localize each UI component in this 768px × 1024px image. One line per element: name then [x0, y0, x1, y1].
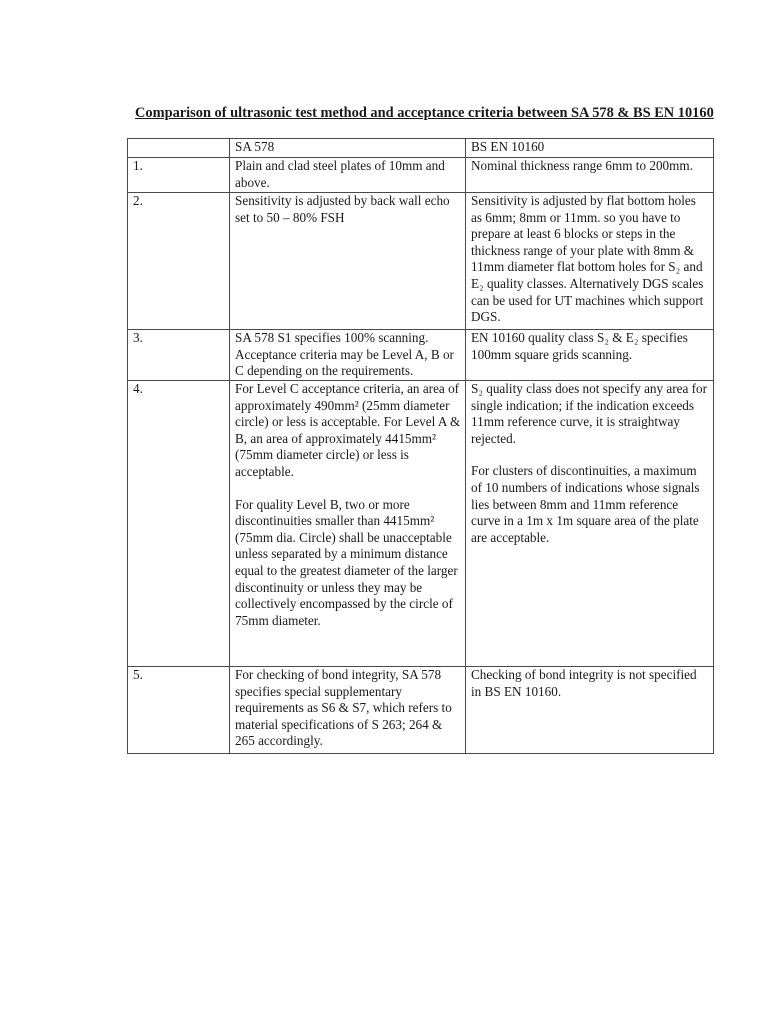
row-number: 3.: [128, 330, 230, 381]
row-number: 5.: [128, 667, 230, 754]
sa578-cell: [230, 158, 466, 193]
cell-text: Sensitivity is adjusted by back wall echo set to 50 – 80% FSH: [235, 193, 450, 225]
cell-text: S₂ quality class does not specify any area for single indication; if the indication exceeds 11mm reference curve, it is straightway rejected.: [471, 381, 708, 446]
row-number: 4.: [128, 381, 230, 667]
table-row: [128, 193, 714, 330]
cell-text: Nominal thickness range 6mm to 200mm.: [471, 158, 693, 173]
table-row: [128, 158, 714, 193]
sa578-cell: [230, 330, 466, 381]
header-bsen10160: BS EN 10160: [466, 139, 714, 158]
cell-text: Sensitivity is adjusted by flat bottom holes as 6mm; 8mm or 11mm. so you have to prepare at least 6 blocks or steps in the thickness range of your plate with 8mm & 11mm diameter flat bottom holes for S₂ and E₂ quality classes. Alternatively DGS scales can be used for UT machines which support DGS.: [471, 193, 704, 325]
cell-text: For quality Level B, two or more discontinuities smaller than 4415mm² (75mm dia. Circle) shall be unacceptable unless separated by a minimum distance equal to the greatest diameter of the larger discontinuity or unless they may be collectively encompassed by the circle of 75mm diameter.: [235, 496, 458, 628]
cell-text: For Level C acceptance criteria, an area of approximately 490mm² (25mm diameter circle) or less is acceptable. For Level A & B, an area of approximately 4415mm² (75mm diameter circle) or less is acceptable.: [235, 381, 461, 479]
cell-text: Checking of bond integrity is not specified in BS EN 10160.: [471, 667, 697, 699]
header-number: [128, 139, 230, 158]
comparison-table: [127, 138, 714, 754]
bsen10160-cell: [466, 381, 714, 667]
row-number: 1.: [128, 158, 230, 193]
table-row: [128, 330, 714, 381]
row-number: 2.: [128, 193, 230, 330]
bsen10160-cell: [466, 667, 714, 754]
table-row: [128, 381, 714, 667]
sa578-cell: [230, 667, 466, 754]
bsen10160-cell: [466, 193, 714, 330]
header-sa578: SA 578: [230, 139, 466, 158]
bsen10160-cell: [466, 158, 714, 193]
cell-text: For clusters of discontinuities, a maximum of 10 numbers of indications whose signals lies between 8mm and 11mm reference curve in a 1m x 1m square area of the plate are acceptable.: [471, 463, 700, 545]
cell-text: Plain and clad steel plates of 10mm and above.: [235, 158, 445, 190]
page-title: Comparison of ultrasonic test method and acceptance criteria between SA 578 & BS EN 10160: [135, 105, 714, 121]
bsen10160-cell: [466, 330, 714, 381]
cell-text: SA 578 S1 specifies 100% scanning. Acceptance criteria may be Level A, B or C depending on the requirements.: [235, 330, 454, 379]
table-header-row: [128, 139, 714, 158]
table-row: [128, 667, 714, 754]
cell-text: EN 10160 quality class S₂ & E₂ specifies 100mm square grids scanning.: [471, 330, 688, 362]
cell-text: For checking of bond integrity, SA 578 specifies special supplementary requirements as S6 & S7, which refers to material specifications of S 263; 264 & 265 accordingly.: [235, 667, 452, 749]
sa578-cell: [230, 193, 466, 330]
sa578-cell: [230, 381, 466, 667]
